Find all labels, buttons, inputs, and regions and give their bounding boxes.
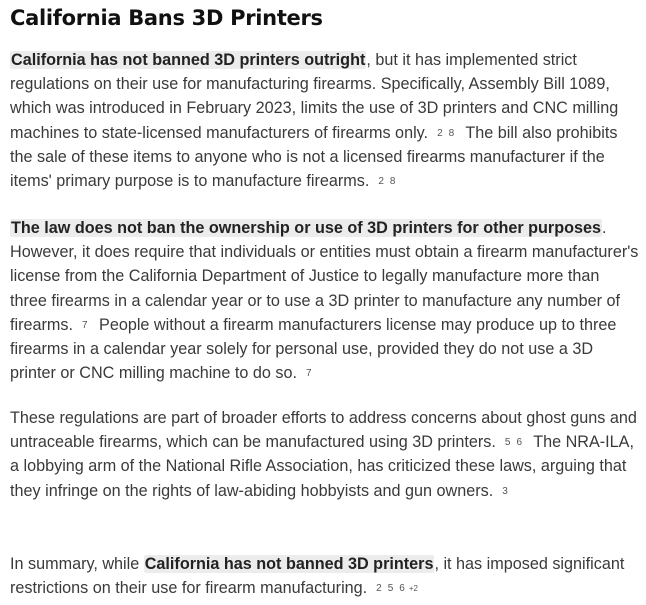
paragraph-text: People without a firearm manufacturers license may produce up to three firearms in a calendar year solely for personal use, provided they do not use a 3D printer or CNC milling machine to do so. — [10, 315, 617, 383]
highlight-text: California has not banned 3D printers outright — [11, 51, 366, 69]
citation-group — [303, 364, 315, 382]
citation-link[interactable]: 5 — [387, 583, 394, 595]
paragraph-text: The bill also prohibits the sale of these items to anyone who is not a licensed firearms manufacturer if the items' primary purpose is to manufacture firearms. — [10, 123, 618, 191]
citation-link[interactable]: 5 — [504, 437, 511, 449]
citation-link[interactable]: 8 — [448, 127, 455, 139]
paragraph-text: In summary, while — [10, 555, 144, 573]
citation-link[interactable]: 6 — [399, 583, 405, 595]
paragraph-2 — [10, 216, 640, 385]
more-citations-link[interactable]: +2 — [408, 584, 418, 594]
citation-link[interactable]: 2 — [376, 583, 382, 595]
citation-group — [434, 124, 457, 142]
citation-link[interactable]: 3 — [502, 485, 508, 497]
paragraph-text: These regulations are part of broader efforts to address concerns about ghost guns and untraceable firearms, which can be manufactured using 3D printers. — [10, 409, 637, 452]
paragraph-text: . However, it does require that individuals or entities must obtain a firearm manufacturer's license from the California Department of Justice to legally manufacture more than three firearms in a calendar year or to use a 3D printer to manufacture any number of firearms. — [10, 219, 639, 334]
paragraph-4 — [10, 552, 640, 600]
paragraph-3 — [10, 406, 640, 503]
answer-content — [10, 0, 642, 598]
paragraph-text: , it has imposed significant restrictions on their use for firearm manufacturing. — [10, 555, 625, 598]
page-title: California Bans 3D Printers — [10, 6, 323, 30]
citation-group — [373, 579, 421, 597]
citation-link[interactable]: 6 — [516, 437, 522, 449]
paragraph-text: The NRA-ILA, a lobbying arm of the National Rifle Association, has criticized these laws, arguing that they infringe on the rights of law-abiding hobbyists and gun owners. — [10, 433, 634, 500]
citation-group — [79, 316, 91, 334]
citation-group — [375, 172, 398, 190]
citation-link[interactable]: 7 — [306, 368, 312, 380]
paragraph-1 — [10, 48, 640, 193]
citation-group — [499, 482, 511, 500]
citation-link[interactable]: 2 — [437, 127, 443, 139]
highlight-text: The law does not ban the ownership or use of 3D printers for other purposes — [11, 219, 602, 237]
citation-link[interactable]: 2 — [378, 176, 384, 188]
highlight-text: California has not banned 3D printers — [144, 555, 434, 573]
paragraph-text: , but it has implemented strict regulations on their use for manufacturing firearms. Specifically, Assembly Bill 1089, which was introduced in February 2023, limits the use of 3D printers and CNC milling machines to state-licensed manufacturers of firearms only. — [10, 51, 619, 142]
citation-link[interactable]: 7 — [81, 319, 88, 331]
citation-link[interactable]: 8 — [389, 176, 396, 188]
citation-group — [502, 433, 525, 451]
